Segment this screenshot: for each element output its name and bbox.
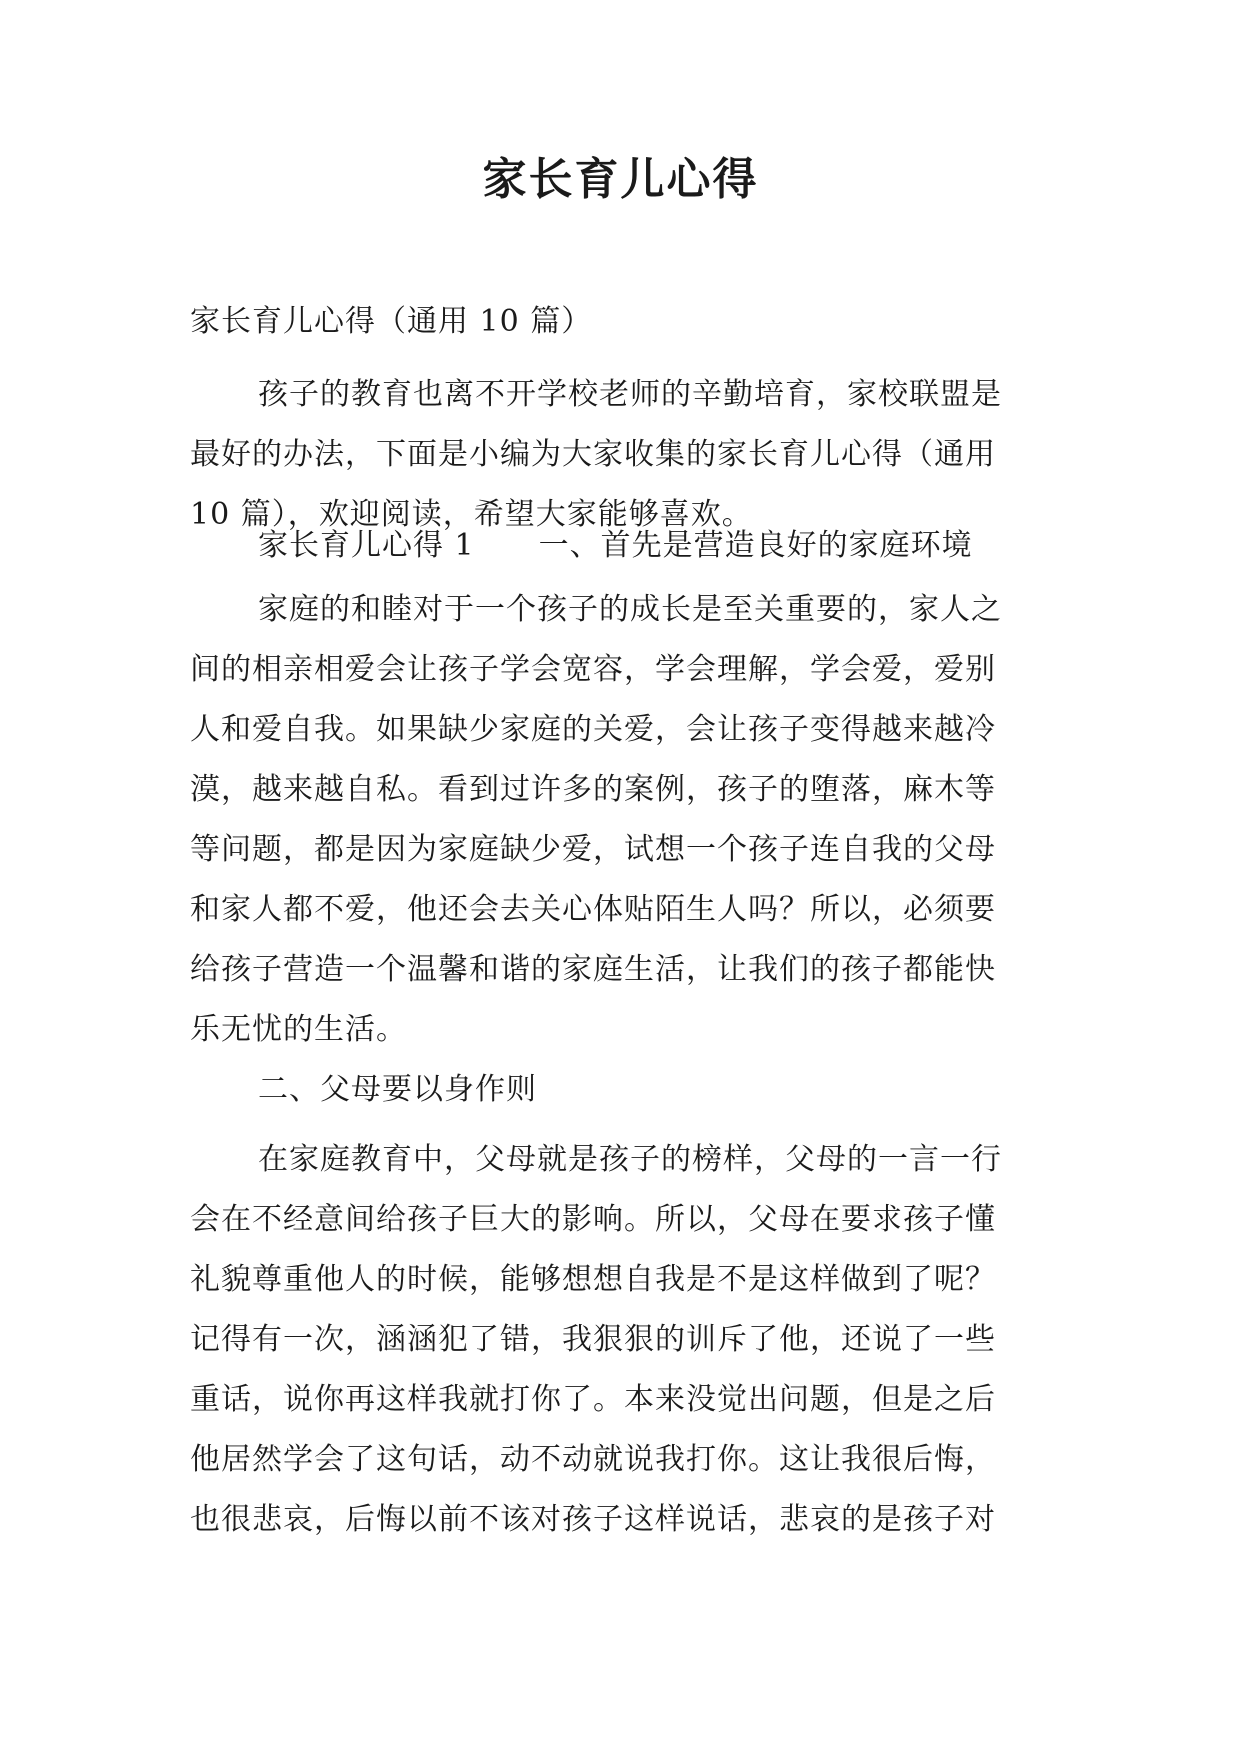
paragraph-line: 给孩子营造一个温馨和谐的家庭生活，让我们的孩子都能快 [190,952,996,987]
paragraph-line: 等问题，都是因为家庭缺少爱，试想一个孩子连自我的父母 [190,832,996,867]
section-1-paragraph-1 [190,580,1050,1060]
section-1-paragraph-2 [190,1130,1050,1550]
paragraph-line: 漠，越来越自私。看到过许多的案例，孩子的堕落，麻木等 [190,772,996,807]
paragraph-line: 重话，说你再这样我就打你了。本来没觉出问题，但是之后 [190,1382,996,1417]
document-title: 家长育儿心得 [482,154,759,205]
intro-paragraph [190,305,1050,545]
section-label: 家长育儿心得 1 [258,528,475,563]
paragraph-line: 他居然学会了这句话，动不动就说我打你。这让我很后悔， [190,1442,996,1477]
section-1-heading [190,516,1050,576]
paragraph-line: 也很悲哀，后悔以前不该对孩子这样说话，悲哀的是孩子对 [190,1502,996,1537]
paragraph-line: 会在不经意间给孩子巨大的影响。所以，父母在要求孩子懂 [190,1202,996,1237]
document-subtitle: 家长育儿心得（通用 10 篇） [190,304,593,339]
paragraph-line: 记得有一次，涵涵犯了错，我狠狠的训斥了他，还说了一些 [190,1322,996,1357]
intro-line: 10 篇），欢迎阅读，希望大家能够喜欢。 [190,497,753,532]
intro-line: 孩子的教育也离不开学校老师的辛勤培育，家校联盟是 [258,377,1002,412]
paragraph-line: 人和爱自我。如果缺少家庭的关爱，会让孩子变得越来越冷 [190,712,996,747]
section-heading-line [190,516,1050,576]
paragraph-line: 和家人都不爱，他还会去关心体贴陌生人吗？所以，必须要 [190,892,996,927]
point-heading: 二、父母要以身作则 [258,1072,537,1107]
intro-line: 最好的办法，下面是小编为大家收集的家长育儿心得（通用 [190,437,996,472]
paragraph-line: 在家庭教育中，父母就是孩子的榜样，父母的一言一行 [258,1142,1002,1177]
section-point-heading: 一、首先是营造良好的家庭环境 [538,528,973,563]
paragraph-line: 间的相亲相爱会让孩子学会宽容，学会理解，学会爱，爱别 [190,652,996,687]
paragraph-line: 乐无忧的生活。 [190,1012,407,1047]
paragraph-line: 礼貌尊重他人的时候，能够想想自我是不是这样做到了呢？ [190,1262,996,1297]
paragraph-line: 家庭的和睦对于一个孩子的成长是至关重要的，家人之 [258,592,1002,627]
section-1-point-2 [190,1060,1050,1120]
